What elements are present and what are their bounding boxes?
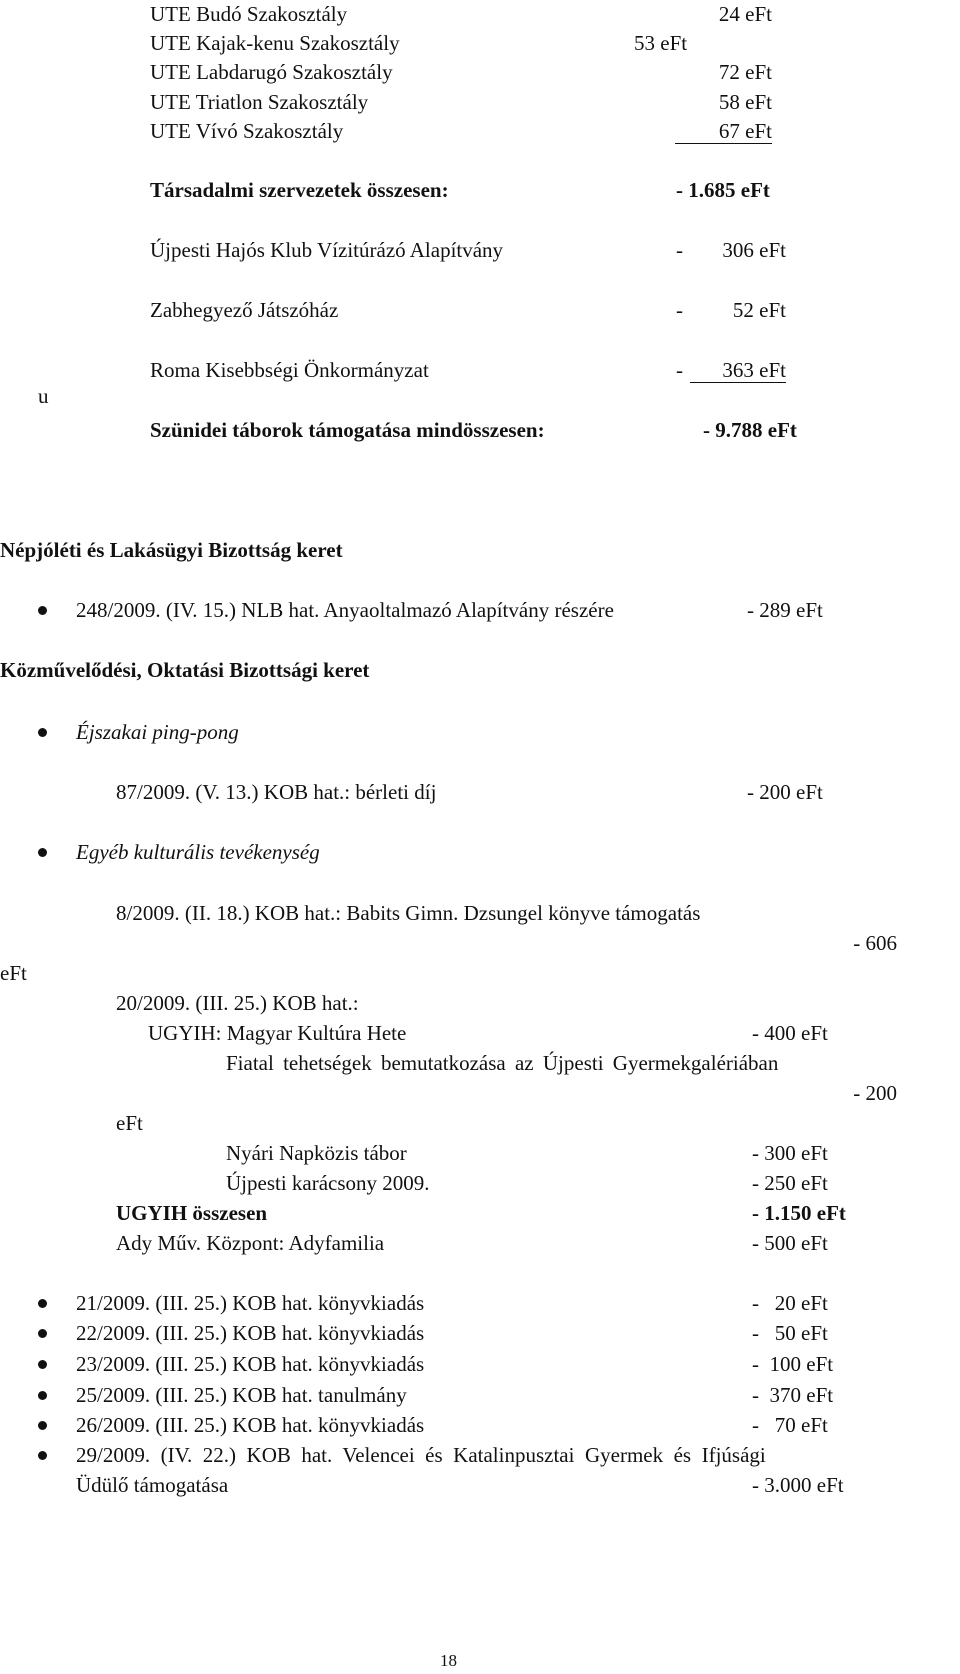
kob-list-item: 26/2009. (III. 25.) KOB hat. könyvkiadás bbox=[76, 1413, 425, 1437]
club-amount: 58 eFt bbox=[718, 90, 772, 114]
nepjoleti-item: 248/2009. (IV. 15.) NLB hat. Anyaoltalmazó Alapítvány részére bbox=[76, 598, 614, 622]
bullet-icon bbox=[38, 848, 47, 857]
bullet-icon bbox=[38, 728, 47, 737]
fiatal-amount: - 200 bbox=[853, 1081, 897, 1105]
ady-item: Ady Műv. Központ: Adyfamilia bbox=[116, 1231, 385, 1255]
hajos-amount: 306 eFt bbox=[722, 238, 786, 262]
page-number: 18 bbox=[440, 1651, 457, 1670]
fiatal-unit: eFt bbox=[116, 1111, 143, 1135]
hajos-name: Újpesti Hajós Klub Vízitúrázó Alapítvány bbox=[150, 238, 504, 262]
kob-list-amount: - 50 eFt bbox=[752, 1321, 828, 1345]
zabhegyezo-name: Zabhegyező Játszóház bbox=[150, 298, 339, 322]
kozmuvelodesi-heading: Közművelődési, Oktatási Bizottsági keret bbox=[0, 658, 370, 682]
club-name: UTE Triatlon Szakosztály bbox=[150, 90, 369, 114]
club-name: UTE Vívó Szakosztály bbox=[150, 119, 344, 143]
club-name: UTE Labdarugó Szakosztály bbox=[150, 60, 393, 84]
ugyih-total-label: UGYIH összesen bbox=[116, 1201, 268, 1225]
kob20-item: 20/2009. (III. 25.) KOB hat.: bbox=[116, 991, 359, 1015]
kob8-item: 8/2009. (II. 18.) KOB hat.: Babits Gimn. Dzsungel könyve támogatás bbox=[116, 901, 701, 925]
club-name: UTE Budó Szakosztály bbox=[150, 2, 348, 26]
nyari-amount: - 300 eFt bbox=[752, 1141, 828, 1165]
bullet-icon bbox=[38, 1299, 47, 1308]
szunidei-total-label: Szünidei táborok támogatása mindösszesen: bbox=[150, 418, 545, 442]
tarsadalmi-total-label: Társadalmi szervezetek összesen: bbox=[150, 178, 449, 202]
subtotal-underline bbox=[675, 143, 772, 144]
nepjoleti-heading: Népjóléti és Lakásügyi Bizottság keret bbox=[0, 538, 343, 562]
bullet-icon bbox=[38, 606, 47, 615]
bullet-icon bbox=[38, 1360, 47, 1369]
stray-letter: u bbox=[38, 384, 49, 408]
kob8-amount: - 606 bbox=[853, 931, 897, 955]
kob-list-amount: - 370 eFt bbox=[752, 1383, 834, 1407]
kob-list-item: 25/2009. (III. 25.) KOB hat. tanulmány bbox=[76, 1383, 407, 1407]
roma-amount: 363 eFt bbox=[722, 358, 786, 382]
kob-list-amount: - 100 eFt bbox=[752, 1352, 834, 1376]
club-amount: 24 eFt bbox=[718, 2, 772, 26]
kob8-unit: eFt bbox=[0, 961, 27, 985]
kob87-item: 87/2009. (V. 13.) KOB hat.: bérleti díj bbox=[116, 780, 437, 804]
club-name: UTE Kajak-kenu Szakosztály bbox=[150, 31, 400, 55]
kob-list-amount: - 20 eFt bbox=[752, 1291, 828, 1315]
kob-list-item: 23/2009. (III. 25.) KOB hat. könyvkiadás bbox=[76, 1352, 425, 1376]
roma-underline bbox=[690, 382, 786, 383]
kob87-amount: - 200 eFt bbox=[747, 780, 823, 804]
kob29-line2: Üdülő támogatása bbox=[76, 1473, 229, 1497]
kob29-amount: - 3.000 eFt bbox=[752, 1473, 844, 1497]
fiatal-item: Fiatal tehetségek bemutatkozása az Újpesti Gyermekgalériában bbox=[226, 1051, 779, 1075]
ejszakai-heading: Éjszakai ping-pong bbox=[76, 720, 239, 744]
club-amount: 53 eFt bbox=[634, 31, 688, 55]
kob-list-amount: - 70 eFt bbox=[752, 1413, 828, 1437]
egyeb-heading: Egyéb kulturális tevékenység bbox=[76, 840, 320, 864]
nyari-item: Nyári Napközis tábor bbox=[226, 1141, 407, 1165]
ady-amount: - 500 eFt bbox=[752, 1231, 828, 1255]
kob-list-item: 21/2009. (III. 25.) KOB hat. könyvkiadás bbox=[76, 1291, 425, 1315]
zabhegyezo-dash: - bbox=[676, 298, 683, 322]
club-amount: 72 eFt bbox=[718, 60, 772, 84]
nepjoleti-amount: - 289 eFt bbox=[747, 598, 823, 622]
bullet-icon bbox=[38, 1329, 47, 1338]
ugyih-kultura-amount: - 400 eFt bbox=[752, 1021, 828, 1045]
kob-list-item: 22/2009. (III. 25.) KOB hat. könyvkiadás bbox=[76, 1321, 425, 1345]
bullet-icon bbox=[38, 1421, 47, 1430]
zabhegyezo-amount: 52 eFt bbox=[732, 298, 786, 322]
karacsony-amount: - 250 eFt bbox=[752, 1171, 828, 1195]
bullet-icon bbox=[38, 1391, 47, 1400]
hajos-dash: - bbox=[676, 238, 683, 262]
szunidei-total-amount: - 9.788 eFt bbox=[703, 418, 797, 442]
karacsony-item: Újpesti karácsony 2009. bbox=[226, 1171, 430, 1195]
tarsadalmi-total-amount: - 1.685 eFt bbox=[676, 178, 770, 202]
ugyih-kultura: UGYIH: Magyar Kultúra Hete bbox=[148, 1021, 407, 1045]
kob29-line1: 29/2009. (IV. 22.) KOB hat. Velencei és Katalinpusztai Gyermek és Ifjúsági bbox=[76, 1443, 766, 1467]
roma-name: Roma Kisebbségi Önkormányzat bbox=[150, 358, 429, 382]
roma-dash: - bbox=[676, 358, 683, 382]
bullet-icon bbox=[38, 1451, 47, 1460]
ugyih-total-amount: - 1.150 eFt bbox=[752, 1201, 846, 1225]
club-amount: 67 eFt bbox=[718, 119, 772, 143]
